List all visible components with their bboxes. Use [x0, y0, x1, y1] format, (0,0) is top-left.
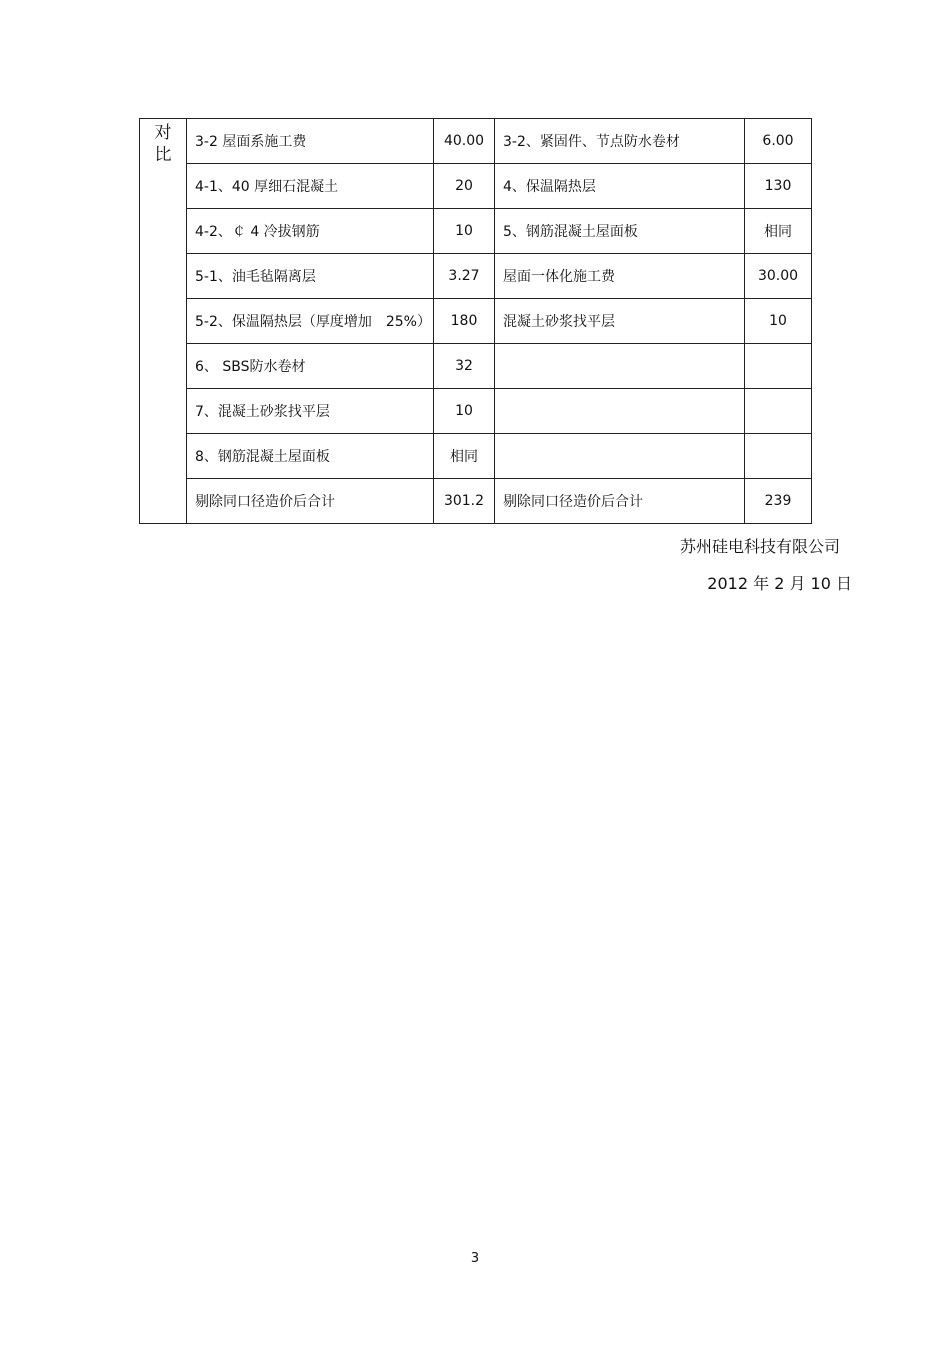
left-total-value: 301.2: [434, 479, 495, 524]
left-value-cell: 10: [434, 389, 495, 434]
left-item-cell: 5-2、保温隔热层（厚度增加 25%）: [187, 299, 434, 344]
table-row: [140, 299, 812, 344]
right-value-cell: [745, 389, 812, 434]
comparison-table-body: [140, 119, 812, 524]
left-item-cell: 3-2 屋面系施工费: [187, 119, 434, 164]
page-number: 3: [470, 1251, 480, 1266]
left-value-cell: 3.27: [434, 254, 495, 299]
left-item-cell: 4-1、40 厚细石混凝土: [187, 164, 434, 209]
right-item-cell: 5、钢筋混凝土屋面板: [495, 209, 745, 254]
right-value-cell: 10: [745, 299, 812, 344]
table-row: [140, 389, 812, 434]
right-value-cell: [745, 344, 812, 389]
table-row: [140, 434, 812, 479]
side-label-text: 对比: [154, 123, 172, 165]
right-item-cell: 屋面一体化施工费: [495, 254, 745, 299]
company-name: 苏州硅电科技有限公司: [679, 537, 840, 556]
table-row: [140, 164, 812, 209]
comparison-table: [139, 118, 812, 524]
right-value-cell: 30.00: [745, 254, 812, 299]
comparison-side-label: [140, 119, 187, 524]
left-item-cell: 4-2、￠ 4 冷拔钢筋: [187, 209, 434, 254]
left-value-cell: 32: [434, 344, 495, 389]
left-value-cell: 相同: [434, 434, 495, 479]
right-total-value: 239: [745, 479, 812, 524]
table-row: [140, 344, 812, 389]
right-total-label: 剔除同口径造价后合计: [495, 479, 745, 524]
right-item-cell: [495, 434, 745, 479]
right-item-cell: 3-2、紧固件、节点防水卷材: [495, 119, 745, 164]
left-item-cell: 5-1、油毛毡隔离层: [187, 254, 434, 299]
right-item-cell: 4、保温隔热层: [495, 164, 745, 209]
left-item-cell: 7、混凝土砂浆找平层: [187, 389, 434, 434]
right-item-cell: [495, 344, 745, 389]
table-row: [140, 209, 812, 254]
right-value-cell: 6.00: [745, 119, 812, 164]
left-value-cell: 180: [434, 299, 495, 344]
signature-date: 2012 年 2 月 10 日: [707, 574, 852, 593]
right-value-cell: [745, 434, 812, 479]
table-row: [140, 254, 812, 299]
left-value-cell: 10: [434, 209, 495, 254]
right-item-cell: [495, 389, 745, 434]
table-row: [140, 119, 812, 164]
right-value-cell: 相同: [745, 209, 812, 254]
table-row: [140, 479, 812, 524]
left-value-cell: 40.00: [434, 119, 495, 164]
right-value-cell: 130: [745, 164, 812, 209]
left-total-label: 剔除同口径造价后合计: [187, 479, 434, 524]
right-item-cell: 混凝土砂浆找平层: [495, 299, 745, 344]
left-item-cell: 6、 SBS防水卷材: [187, 344, 434, 389]
left-value-cell: 20: [434, 164, 495, 209]
left-item-cell: 8、钢筋混凝土屋面板: [187, 434, 434, 479]
